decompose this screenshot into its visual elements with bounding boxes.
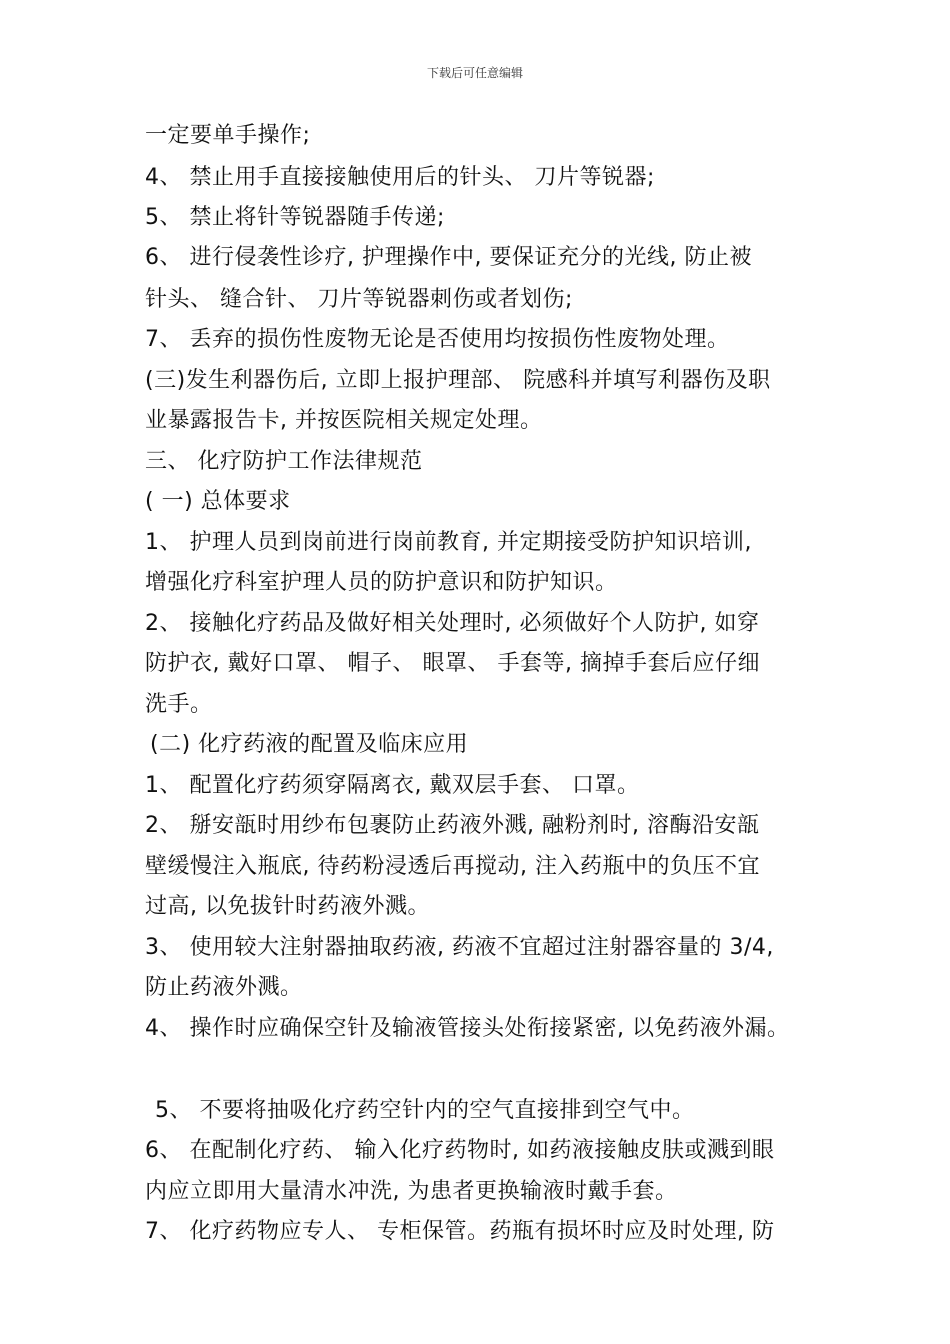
section-heading: 三、 化疗防护工作法律规范 bbox=[145, 449, 423, 474]
text-line: 壁缓慢注入瓶底, 待药粉浸透后再搅动, 注入药瓶中的负压不宜 bbox=[145, 854, 760, 879]
text-line: 业暴露报告卡, 并按医院相关规定处理。 bbox=[145, 408, 543, 433]
text-line: 6、 在配制化疗药、 输入化疗药物时, 如药液接触皮肤或溅到眼 bbox=[145, 1138, 775, 1163]
page-header: 下载后可任意编辑 bbox=[426, 66, 523, 80]
text-line: 防止药液外溅。 bbox=[145, 975, 303, 1000]
text-line: 过高, 以免拔针时药液外溅。 bbox=[145, 894, 430, 919]
text-line: 3、 使用较大注射器抽取药液, 药液不宜超过注射器容量的 3/4, bbox=[145, 935, 774, 960]
text-line: 7、 丢弃的损伤性废物无论是否使用均按损伤性废物处理。 bbox=[145, 327, 730, 352]
text-line: 7、 化疗药物应专人、 专柜保管。药瓶有损坏时应及时处理, 防 bbox=[145, 1219, 775, 1244]
text-line: 1、 护理人员到岗前进行岗前教育, 并定期接受防护知识培训, bbox=[145, 530, 752, 555]
text-line: 4、 操作时应确保空针及输液管接头处衔接紧密, 以免药液外漏。 bbox=[145, 1016, 790, 1041]
text-line: 2、 掰安瓿时用纱布包裹防止药液外溅, 融粉剂时, 溶酶沿安瓿 bbox=[145, 813, 760, 838]
text-line: 5、 禁止将针等锐器随手传递; bbox=[145, 205, 445, 230]
text-line: 内应立即用大量清水冲洗, 为患者更换输液时戴手套。 bbox=[145, 1179, 678, 1204]
text-line: 防护衣, 戴好口罩、 帽子、 眼罩、 手套等, 摘掉手套后应仔细 bbox=[145, 651, 760, 676]
text-line: 增强化疗科室护理人员的防护意识和防护知识。 bbox=[145, 570, 618, 595]
text-line: 一定要单手操作; bbox=[145, 123, 311, 148]
text-line: 洗手。 bbox=[145, 692, 213, 717]
subsection-heading: ( 一) 总体要求 bbox=[145, 489, 291, 514]
subsection-heading: (二) 化疗药液的配置及临床应用 bbox=[150, 732, 469, 757]
text-line: (三)发生利器伤后, 立即上报护理部、 院感科并填写利器伤及职 bbox=[145, 368, 771, 393]
text-line: 1、 配置化疗药须穿隔离衣, 戴双层手套、 口罩。 bbox=[145, 773, 640, 798]
text-line: 6、 进行侵袭性诊疗, 护理操作中, 要保证充分的光线, 防止被 bbox=[145, 245, 752, 270]
text-line: 4、 禁止用手直接接触使用后的针头、 刀片等锐器; bbox=[145, 165, 655, 190]
text-line: 2、 接触化疗药品及做好相关处理时, 必须做好个人防护, 如穿 bbox=[145, 611, 760, 636]
text-line: 针头、 缝合针、 刀片等锐器刺伤或者划伤; bbox=[145, 287, 573, 312]
text-line: 5、 不要将抽吸化疗药空针内的空气直接排到空气中。 bbox=[155, 1098, 695, 1123]
